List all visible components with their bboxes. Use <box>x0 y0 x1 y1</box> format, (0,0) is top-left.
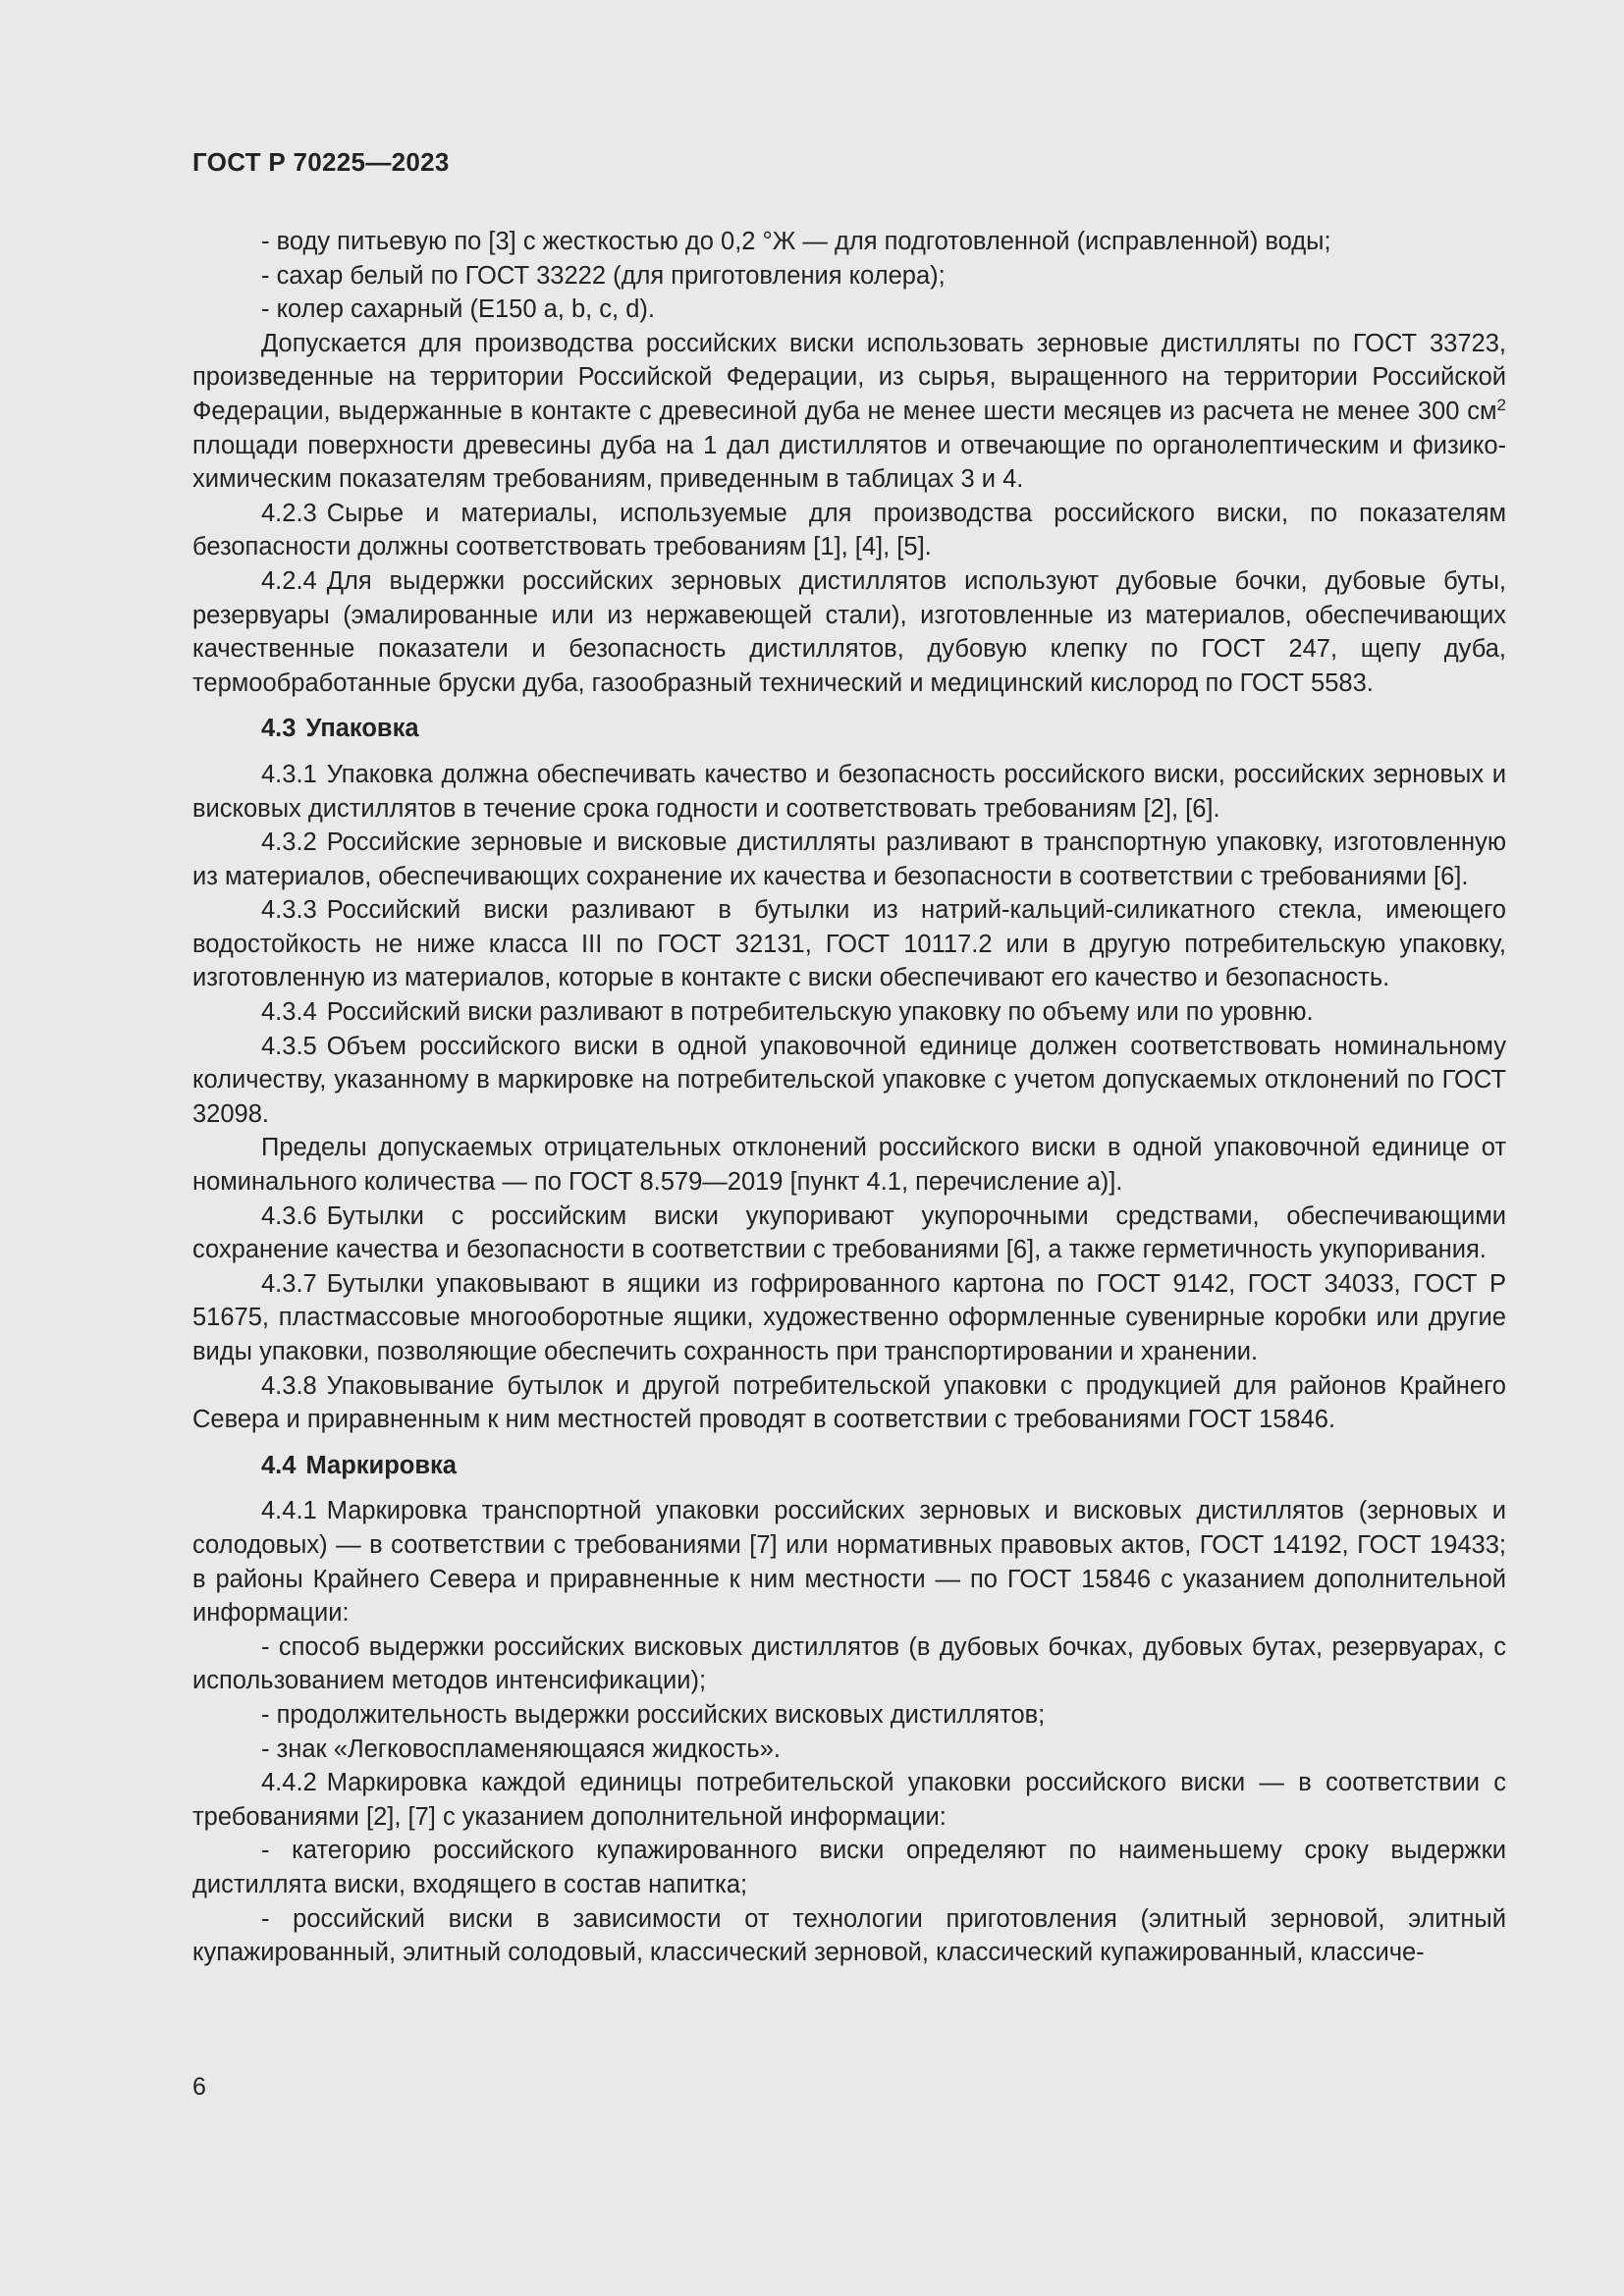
clause-number: 4.3.3 <box>261 896 317 925</box>
clause-number: 4.4.2 <box>261 1769 317 1797</box>
clause-4-3-5 <box>192 1030 1506 1132</box>
list-item: - российский виски в зависимости от технологии приготовления (элитный зерновой, элитный купажированный, элитный солодовый, классический зерновой, классический купажированный, классиче- <box>192 1904 1506 1967</box>
clause-number: 4.3.2 <box>261 828 317 857</box>
section-title: Маркировка <box>305 1451 457 1479</box>
paragraph-allowance <box>192 327 1506 497</box>
clause-text: Российский виски разливают в потребительскую упаковку по объему или по уровню. <box>326 998 1314 1027</box>
superscript: 2 <box>1496 395 1506 414</box>
clause-4-3-8 <box>192 1369 1506 1437</box>
list-item: - воду питьевую по [3] с жесткостью до 0,2 °Ж — для подготовленной (исправленной) воды; <box>261 228 1331 255</box>
clause-number: 4.3.7 <box>261 1269 317 1298</box>
clause-text: Бутылки упаковывают в ящики из гофрированного картона по ГОСТ 9142, ГОСТ 34033, ГОСТ Р 51675, пластмассовые многооборотные ящики, художественно оформленные сувенирные коробки или другие виды упаковки, позволяющие обеспечить сохранность при транспортировании и хранении. <box>192 1269 1506 1365</box>
clause-number: 4.3.4 <box>261 998 317 1027</box>
paragraph-text: площади поверхности древесины дуба на 1 дал дистиллятов и отвечающие по органолептическим и физико-химическим показателям требованиям, приведенным в таблицах 3 и 4. <box>192 431 1506 494</box>
clause-number: 4.2.3 <box>261 499 317 527</box>
clause-4-2-3 <box>192 497 1506 564</box>
document-header: ГОСТ Р 70225—2023 <box>192 147 450 177</box>
clause-text: Маркировка транспортной упаковки российских зерновых и висковых дистиллятов (зерновых и солодовых) — в соответствии с требованиями [7] или нормативных правовых актов, ГОСТ 14192, ГОСТ 19433; в районы Крайнего Севера и приравненные к ним местности — по ГОСТ 15846 с указанием дополнительной информации: <box>192 1497 1506 1628</box>
section-number: 4.3 <box>261 715 297 743</box>
clause-4-4-1 <box>192 1494 1506 1629</box>
clause-text: Российские зерновые и висковые дистилляты разливают в транспортную упаковку, изготовленную из материалов, обеспечивающих сохранение их качества и безопасности в соответствии с требованиями [6]. <box>192 828 1506 890</box>
clause-number: 4.2.4 <box>261 566 317 595</box>
clause-text: Объем российского виски в одной упаковочной единице должен соответствовать номинальному количеству, указанному в маркировке на потребительской упаковке с учетом допускаемых отклонений по ГОСТ 32098. <box>192 1032 1506 1128</box>
clause-4-3-2 <box>192 826 1506 893</box>
clause-text: Упаковывание бутылок и другой потребительской упаковки с продукцией для районов Крайнего Севера и приравненным к ним местностей проводят в соответствии с требованиями ГОСТ 15846. <box>192 1371 1506 1434</box>
clause-4-4-2 <box>192 1766 1506 1834</box>
clause-number: 4.3.8 <box>261 1371 317 1400</box>
clause-text: Упаковка должна обеспечивать качество и безопасность российского виски, российских зерновых и висковых дистиллятов в течение срока годности и соответствовать требованиям [2], [6]. <box>192 760 1506 823</box>
clause-number: 4.4.1 <box>261 1497 317 1525</box>
clause-number: 4.3.6 <box>261 1201 317 1230</box>
section-title: Упаковка <box>305 715 419 743</box>
list-item: - колер сахарный (Е150 a, b, c, d). <box>261 295 655 324</box>
section-heading-marking <box>192 1437 1506 1495</box>
clause-number: 4.3.5 <box>261 1032 317 1060</box>
list-item: - сахар белый по ГОСТ 33222 (для приготовления колера); <box>261 261 946 290</box>
clause-text: Бутылки с российским виски укупоривают укупорочными средствами, обеспечивающими сохранение качества и безопасности в соответствии с требованиями [6], а также герметичность укупоривания. <box>192 1201 1506 1264</box>
list-item: - категорию российского купажированного виски определяют по наименьшему сроку выдержки дистиллята виски, входящего в состав напитка; <box>192 1837 1506 1898</box>
page-number: 6 <box>192 2073 206 2101</box>
list-item: - продолжительность выдержки российских висковых дистиллятов; <box>261 1700 1046 1729</box>
section-number: 4.4 <box>261 1451 297 1479</box>
list-item: - способ выдержки российских висковых дистиллятов (в дубовых бочках, дубовых бутах, резервуарах, с использованием методов интенсификации); <box>192 1632 1506 1695</box>
clause-4-3-4 <box>192 995 1506 1030</box>
clause-4-3-3 <box>192 893 1506 995</box>
clause-4-2-4 <box>192 564 1506 700</box>
clause-4-3-7 <box>192 1267 1506 1369</box>
clause-text: Для выдержки российских зерновых дистиллятов используют дубовые бочки, дубовые буты, резервуары (эмалированные или из нержавеющей стали), изготовленные из материалов, обеспечивающих качественные показатели и безопасность дистиллятов, дубовую клепку по ГОСТ 247, щепу дуба, термообработанные бруски дуба, газообразный технический и медицинский кислород по ГОСТ 5583. <box>192 566 1506 697</box>
clause-number: 4.3.1 <box>261 760 317 788</box>
section-heading-packaging <box>192 700 1506 758</box>
clause-text: Российский виски разливают в бутылки из натрий-кальций-силикатного стекла, имеющего водостойкость не ниже класса III по ГОСТ 32131, ГОСТ 10117.2 или в другую потребительскую упаковку, изготовленную из материалов, которые в контакте с виски обеспечивают его качество и безопасность. <box>192 896 1506 992</box>
clause-text: Маркировка каждой единицы потребительской упаковки российского виски — в соответствии с требованиями [2], [7] с указанием дополнительной информации: <box>192 1769 1506 1831</box>
paragraph-limits: Пределы допускаемых отрицательных отклонений российского виски в одной упаковочной единице от номинального количества — по ГОСТ 8.579—2019 [пункт 4.1, перечисление а)]. <box>192 1134 1506 1197</box>
list-item: - знак «Легковоспламеняющаяся жидкость». <box>261 1735 781 1763</box>
paragraph-text: Допускается для производства российских виски использовать зерновые дистилляты по ГОСТ 33723, произведенные на территории Российской Федерации, из сырья, выращенного на территории Российской Федерации, выдержанные в контакте с древесиной дуба не менее шести месяцев из расчета не менее 300 см <box>192 329 1506 425</box>
document-body <box>192 225 1506 1970</box>
clause-4-3-1 <box>192 758 1506 826</box>
clause-4-3-6 <box>192 1200 1506 1267</box>
clause-text: Сырье и материалы, используемые для производства российского виски, по показателям безопасности должны соответствовать требованиям [1], [4], [5]. <box>192 499 1506 561</box>
